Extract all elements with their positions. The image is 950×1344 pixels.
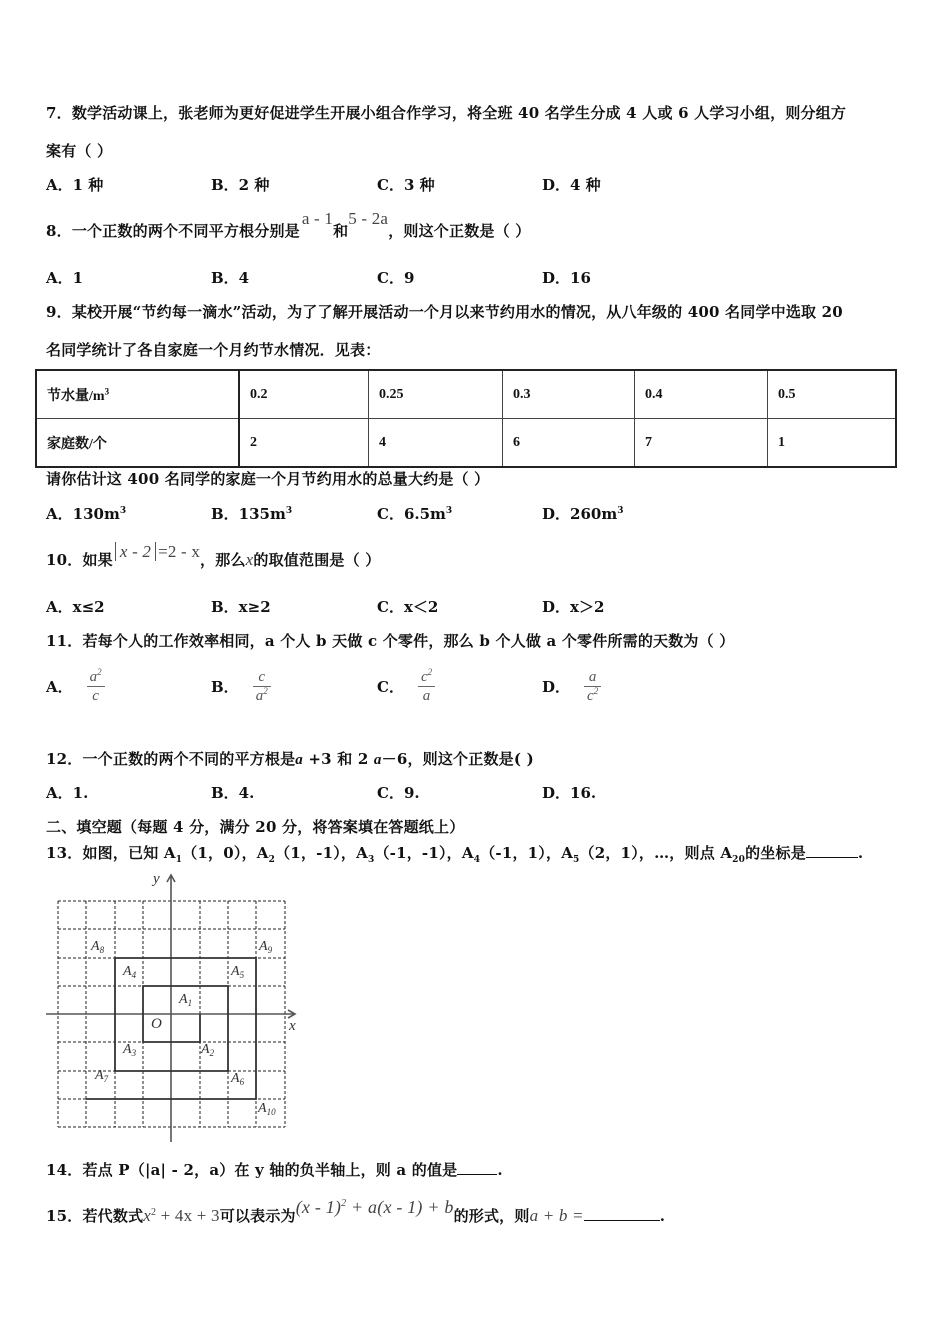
fraction: $\frac{a^2}{c}$ bbox=[87, 668, 105, 705]
svg-text:A4: $A_4$ bbox=[123, 964, 137, 980]
table-header-cell: 节水量$/m^3$ bbox=[36, 370, 239, 419]
q8-suffix: ，则这个正数是（ ） bbox=[388, 222, 531, 240]
q14-stem: 14．若点 P（|a| - 2，a）在 y 轴的负半轴上，则 a 的值是 . bbox=[46, 1161, 503, 1179]
q8-prefix: 8．一个正数的两个不同平方根分别是 bbox=[46, 222, 300, 240]
q9-line1: 9．某校开展“节约每一滴水”活动，为了了解开展活动一个月以来节约用水的情况，从八年级的 400 名同学中选取 20 bbox=[46, 303, 843, 321]
svg-text:A10: $A_{10}$ bbox=[258, 1101, 276, 1117]
q10-var: x bbox=[245, 550, 254, 569]
svg-text:O: O bbox=[151, 1016, 162, 1032]
table-header-cell: 家庭数/个 bbox=[36, 419, 239, 468]
q8-option-d: D．16 bbox=[542, 269, 591, 287]
q10-prefix: 10．如果 bbox=[46, 551, 113, 569]
table-cell: 0.2 bbox=[239, 370, 369, 419]
fraction: $\frac{c^2}{a}$ bbox=[418, 668, 435, 705]
svg-text:x: x bbox=[289, 1018, 296, 1034]
q10-option-b: B．x≥2 bbox=[211, 598, 271, 616]
table-cell: 4 bbox=[369, 419, 503, 468]
q10-suffix: 的取值范围是（ ） bbox=[253, 551, 381, 569]
q9-line2: 名同学统计了各自家庭一个月约节水情况．见表： bbox=[46, 341, 381, 359]
svg-text:y: y bbox=[153, 871, 160, 887]
svg-text:A2: $A_2$ bbox=[201, 1042, 215, 1058]
q10-abs-expr: x - 2 bbox=[115, 542, 156, 561]
q9-option-d: D．$260m^3$ bbox=[542, 505, 624, 523]
q7-line2: 案有（ ） bbox=[46, 142, 113, 160]
q11-option-d: D． $\frac{a}{c^2}$ bbox=[542, 668, 601, 705]
answer-blank bbox=[584, 1206, 660, 1221]
svg-text:A9: $A_9$ bbox=[259, 939, 273, 955]
q8-option-b: B．4 bbox=[211, 269, 250, 287]
q11-option-a: A． $\frac{a^2}{c}$ bbox=[46, 668, 105, 705]
table-cell: 2 bbox=[239, 419, 369, 468]
table-cell: 0.25 bbox=[369, 370, 503, 419]
q9-option-b: B．$135m^3$ bbox=[211, 505, 293, 523]
table-cell: 7 bbox=[635, 419, 768, 468]
svg-text:A6: $A_6$ bbox=[231, 1071, 245, 1087]
q10-option-a: A．x≤2 bbox=[46, 598, 105, 616]
table-cell: 0.5 bbox=[768, 370, 897, 419]
spiral-grid-figure bbox=[40, 866, 310, 1146]
q10-mid: ，那么 bbox=[200, 551, 246, 569]
q10-option-c: C．x＜2 bbox=[377, 598, 439, 616]
q13-stem: 13．如图，已知 $A_1(1$，0），$A_2(1$，-1），$A_3(-1$，-1），$A_4(-1$，1），$A_5(2$，1），…，则点 $A_{20}$的坐标是 . bbox=[46, 844, 864, 865]
q8-mid: 和 bbox=[333, 222, 349, 240]
q9-question: 请你估计这 400 名同学的家庭一个月节约用水的总量大约是（ ） bbox=[46, 470, 490, 488]
q11-stem: 11．若每个人的工作效率相同，a 个人 b 天做 c 个零件，那么 b 个人做 a 个零件所需的天数为（ ） bbox=[46, 632, 735, 650]
point-labels bbox=[90, 939, 276, 1117]
q12-stem: 12．一个正数的两个不同的平方根是a +3 和 2 a－6，则这个正数是( ) bbox=[46, 750, 534, 768]
q11-option-b: B． $\frac{c}{a^2}$ bbox=[211, 668, 271, 705]
q9-option-c: C．$6.5m^3$ bbox=[377, 505, 453, 523]
q12-option-c: C．9. bbox=[377, 784, 420, 802]
q10-option-d: D．x＞2 bbox=[542, 598, 605, 616]
section-title-fill-in: 二、填空题（每题 4 分，满分 20 分，将答案填在答题纸上） bbox=[46, 818, 465, 836]
table-row-households bbox=[36, 419, 896, 468]
q8-option-a: A．1 bbox=[46, 269, 84, 287]
fraction: $\frac{a}{c^2}$ bbox=[584, 668, 601, 705]
svg-text:A3: $A_3$ bbox=[123, 1042, 137, 1058]
q8-option-c: C．9 bbox=[377, 269, 415, 287]
answer-blank bbox=[457, 1160, 497, 1175]
q8-expr1: a - 1 bbox=[301, 209, 334, 228]
q8-stem bbox=[46, 209, 531, 241]
q12-option-b: B．4. bbox=[211, 784, 255, 802]
q12-option-d: D．16. bbox=[542, 784, 597, 802]
table-cell: 0.4 bbox=[635, 370, 768, 419]
q11-option-c: C． $\frac{c^2}{a}$ bbox=[377, 668, 435, 705]
q7-option-b: B．2 种 bbox=[211, 176, 270, 194]
table-cell: 0.3 bbox=[503, 370, 635, 419]
table-cell: 6 bbox=[503, 419, 635, 468]
svg-text:A1: $A_1$ bbox=[179, 992, 193, 1008]
table-cell: 1 bbox=[768, 419, 897, 468]
q7-option-c: C．3 种 bbox=[377, 176, 435, 194]
q12-option-a: A．1. bbox=[46, 784, 89, 802]
q7-line1: 7．数学活动课上，张老师为更好促进学生开展小组合作学习，将全班 40 名学生分成 4 人或 6 人学习小组，则分组方 bbox=[46, 104, 847, 122]
q15-stem: 15．若代数式$x^2 + 4x + 3$可以表示为(x - 1)$^2$ + a(x - 1) + b的形式，则a + b = . bbox=[46, 1197, 666, 1225]
q10-stem bbox=[46, 542, 381, 570]
q8-expr2: 5 - 2a bbox=[348, 209, 389, 228]
q9-option-a: A．$130m^3$ bbox=[46, 505, 127, 523]
answer-blank bbox=[806, 843, 858, 858]
svg-text:A8: $A_8$ bbox=[91, 939, 105, 955]
svg-text:A5: $A_5$ bbox=[231, 964, 245, 980]
q7-option-d: D．4 种 bbox=[542, 176, 601, 194]
q10-rhs: =2 - x bbox=[158, 542, 201, 561]
fraction: $\frac{c}{a^2}$ bbox=[253, 668, 271, 705]
water-saving-table bbox=[35, 369, 897, 468]
table-row-savings bbox=[36, 370, 896, 419]
q7-option-a: A．1 种 bbox=[46, 176, 104, 194]
svg-text:A7: $A_7$ bbox=[95, 1068, 109, 1084]
